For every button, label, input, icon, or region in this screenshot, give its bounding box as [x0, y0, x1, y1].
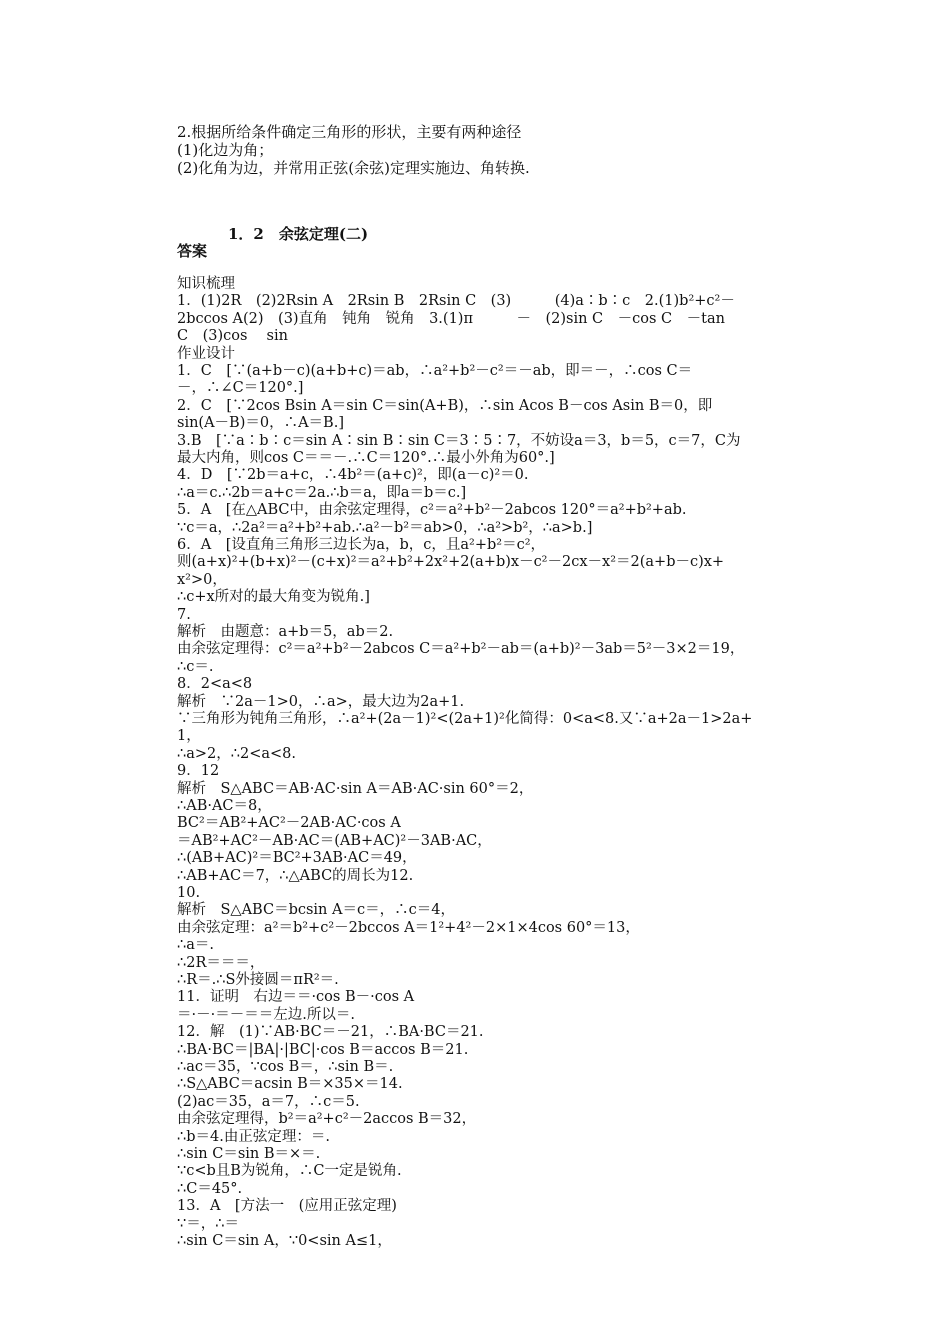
body-line: 4．D [∵2b＝a+c，∴4b²＝(a+c)²，即(a－c)²＝0. — [177, 467, 529, 484]
body-line: 3.B [∵a∶b∶c＝sin A∶sin B∶sin C＝3∶5∶7，不妨设a＝3，b＝5，c＝7，C为 — [177, 432, 741, 449]
body-line: 9．12 — [177, 763, 220, 780]
body-line: ＝·－·＝－＝＝左边.所以＝. — [177, 1006, 355, 1023]
body-line: ∴sin C＝sin B＝×＝. — [177, 1146, 321, 1162]
intro-line: 2.根据所给条件确定三角形的形状，主要有两种途径 — [177, 123, 522, 141]
body-line: ∵c＝a，∴2a²＝a²+b²+ab.∴a²－b²＝ab>0，∴a²>b²，∴a>b.] — [177, 519, 593, 536]
body-line: ∴(AB+AC)²＝BC²+3AB·AC＝49， — [177, 850, 417, 867]
body-line: ∴C＝45°. — [177, 1180, 243, 1197]
body-line: ∴AB·AC＝8， — [177, 798, 272, 814]
body-line: ∴c+x所对的最大角变为锐角.] — [177, 589, 370, 606]
body-line: 10. — [177, 885, 201, 901]
body-line: 1， — [177, 728, 201, 745]
answer-heading: 答案 — [177, 242, 208, 260]
body-line: 2．C [∵2cos Bsin A＝sin C＝sin(A+B)，∴sin Acos B－cos Asin B＝0，即 — [177, 397, 713, 414]
body-line: 由余弦定理得：c²＝a²+b²－2abcos C＝a²+b²－ab＝(a+b)²－3ab＝5²－3×2＝19， — [177, 641, 745, 658]
body-line: ∴AB+AC＝7，∴△ABC的周长为12. — [177, 867, 414, 884]
body-line: 最大内角，则cos C＝＝－.∴C＝120°.∴最小外角为60°.] — [177, 450, 555, 466]
body-line: sin(A－B)＝0，∴A＝B.] — [177, 415, 344, 432]
body-line: 解析 由题意：a+b＝5，ab＝2. — [177, 624, 394, 640]
body-line: 6．A [设直角三角形三边长为a，b，c，且a²+b²＝c²， — [177, 537, 546, 553]
body-line: 2bccos A(2) (3)直角 钝角 锐角 3.(1)π － (2)sin C －cos C －tan — [177, 310, 725, 327]
section-title: 1．2 余弦定理(二) — [228, 225, 369, 243]
body-line: 8．2<a<8 — [177, 676, 253, 693]
body-line: 11．证明 右边＝＝·cos B－·cos A — [177, 989, 415, 1006]
body-line: －，∴∠C＝120°.] — [177, 380, 304, 397]
body-line: ∴R＝.∴S外接圆＝πR²＝. — [177, 972, 339, 988]
body-line: 解析 S△ABC＝bcsin A＝c＝，∴c＝4， — [177, 902, 455, 919]
body-line: ∴BA·BC＝|BA|·|BC|·cos B＝accos B＝21. — [177, 1041, 469, 1058]
body-line: ∴sin C＝sin A，∵0<sin A≤1， — [177, 1233, 392, 1249]
body-line: ∴a＝. — [177, 937, 214, 954]
body-line: ∴S△ABC＝acsin B＝×35×＝14. — [177, 1076, 403, 1093]
body-line: x²>0， — [177, 571, 227, 588]
body-line: 解析 ∵2a－1>0，∴a>，最大边为2a+1. — [177, 693, 465, 710]
body-line: 1．C [∵(a+b－c)(a+b+c)＝ab，∴a²+b²－c²＝－ab，即＝－，∴cos C＝ — [177, 363, 693, 379]
body-line: 1．(1)2R (2)2Rsin A 2Rsin B 2Rsin C (3) (4)a∶b∶c 2.(1)b²+c²－ — [177, 293, 735, 310]
body-line: 12．解 (1)∵AB·BC＝－21，∴BA·BC＝21. — [177, 1024, 484, 1041]
body-line: 作业设计 — [177, 345, 235, 362]
body-line: 则(a+x)²+(b+x)²－(c+x)²＝a²+b²+2x²+2(a+b)x－c²－2cx－x²＝2(a+b－c)x+ — [177, 554, 725, 571]
body-line: ∴a>2，∴2<a<8. — [177, 745, 296, 762]
body-line: ∴b＝4.由正弦定理：＝. — [177, 1128, 330, 1145]
intro-line: (1)化边为角； — [177, 141, 274, 159]
body-line: 知识梳理 — [177, 276, 235, 292]
body-line: 由余弦定理得，b²＝a²+c²－2accos B＝32， — [177, 1111, 477, 1128]
body-line: 解析 S△ABC＝AB·AC·sin A＝AB·AC·sin 60°＝2， — [177, 780, 534, 797]
body-line: ∴c＝. — [177, 658, 214, 675]
body-line: ∵c<b且B为锐角，∴C一定是锐角. — [177, 1163, 402, 1180]
body-line: 5．A [在△ABC中，由余弦定理得，c²＝a²+b²－2abcos 120°＝a²+b²+ab. — [177, 502, 687, 519]
body-line: ∴2R＝＝＝， — [177, 954, 265, 971]
intro-line: (2)化角为边，并常用正弦(余弦)定理实施边、角转换. — [177, 159, 530, 177]
body-line: ∵＝，∴＝ — [177, 1215, 239, 1232]
body-line: ∴a＝c.∴2b＝a+c＝2a.∴b＝a，即a＝b＝c.] — [177, 484, 467, 501]
body-line: 由余弦定理：a²＝b²+c²－2bccos A＝1²+4²－2×1×4cos 60°＝13， — [177, 919, 640, 936]
body-line: (2)ac＝35，a＝7，∴c＝5. — [177, 1093, 360, 1110]
body-line: C (3)cos sin — [177, 328, 288, 345]
body-line: BC²＝AB²+AC²－2AB·AC·cos A — [177, 815, 401, 832]
body-line: ＝AB²+AC²－AB·AC＝(AB+AC)²－3AB·AC， — [177, 832, 492, 849]
body-line: ∵三角形为钝角三角形，∴a²+(2a－1)²<(2a+1)²化简得：0<a<8.又∵a+2a－1>2a+ — [177, 711, 753, 727]
body-line: 7. — [177, 606, 191, 623]
body-line: 13．A [方法一 (应用正弦定理) — [177, 1198, 397, 1215]
body-line: ∴ac＝35，∵cos B＝，∴sin B＝. — [177, 1059, 394, 1075]
